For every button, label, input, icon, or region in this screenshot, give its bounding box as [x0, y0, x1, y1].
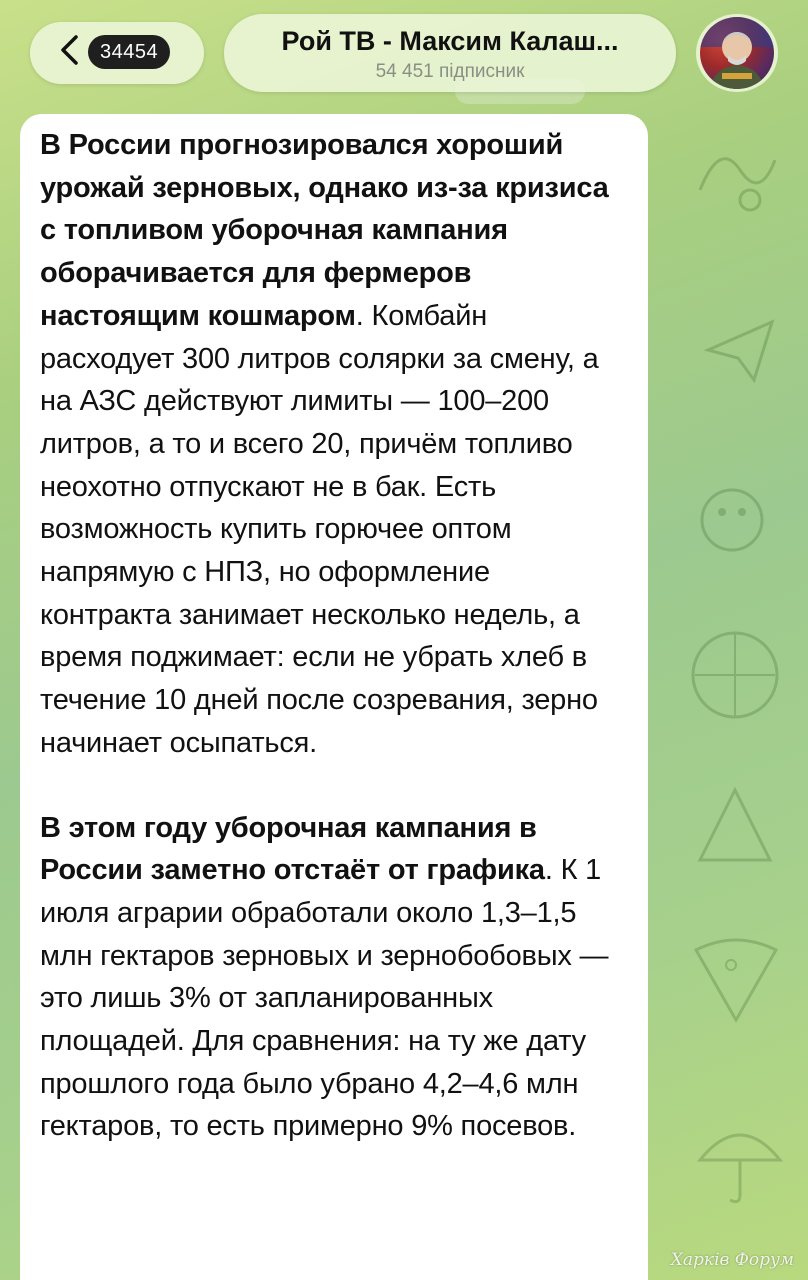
doodle-icon — [672, 460, 792, 580]
channel-title: Рой ТВ - Максим Калаш... — [281, 26, 619, 56]
headline-period: . — [544, 854, 553, 887]
avatar-image-icon — [700, 17, 774, 89]
channel-info-button[interactable] — [224, 14, 676, 92]
umbrella-icon — [690, 1110, 790, 1210]
doodle-icon — [680, 620, 790, 730]
message-bubble[interactable] — [20, 114, 648, 1280]
paragraph-gap — [40, 765, 628, 807]
message-headline: В России прогнозировался хороший урожай зерновых, однако из-за кризиса с топливом уборочная кампания оборачивается для фермеров настоящим кошмаром — [40, 129, 609, 332]
pizza-icon — [686, 930, 786, 1030]
channel-avatar[interactable] — [700, 17, 774, 89]
doodle-icon — [690, 780, 780, 870]
doodle-icon — [690, 130, 780, 220]
paper-plane-icon — [700, 310, 780, 390]
message-headline: В этом году уборочная кампания в России заметно отстаёт от графика — [40, 811, 545, 887]
chevron-left-icon[interactable] — [58, 34, 80, 66]
subscriber-count: 54 451 підписник — [375, 61, 525, 82]
unread-count-badge: 34454 — [88, 35, 170, 69]
watermark: Харків Форум — [670, 1250, 794, 1270]
message-paragraph — [40, 124, 628, 765]
chat-header — [0, 0, 808, 110]
headline-period: . — [355, 299, 364, 332]
message-body-text: К 1 июля аграрии обработали около 1,3–1,5 млн гектаров зерновых и зернобобовых — это лишь 3% от запланированных площадей. Для сравнения: на ту же дату прошлого года было убрано 4,2–4,6 млн гектаров, то есть примерно 9% посевов. — [40, 854, 609, 1143]
message-body-text: Комбайн расходует 300 литров солярки за смену, а на АЗС действуют лимиты — 100–200 литров, а то и всего 20, причём топливо неохотно отпускают не в бак. Есть возможность купить горючее оптом напрямую с НПЗ, но оформление контракта занимает несколько недель, а время поджимает: если не убрать хлеб в течение 10 дней после созревания, зерно начинает осыпаться. — [40, 299, 599, 759]
message-paragraph — [40, 807, 628, 1149]
